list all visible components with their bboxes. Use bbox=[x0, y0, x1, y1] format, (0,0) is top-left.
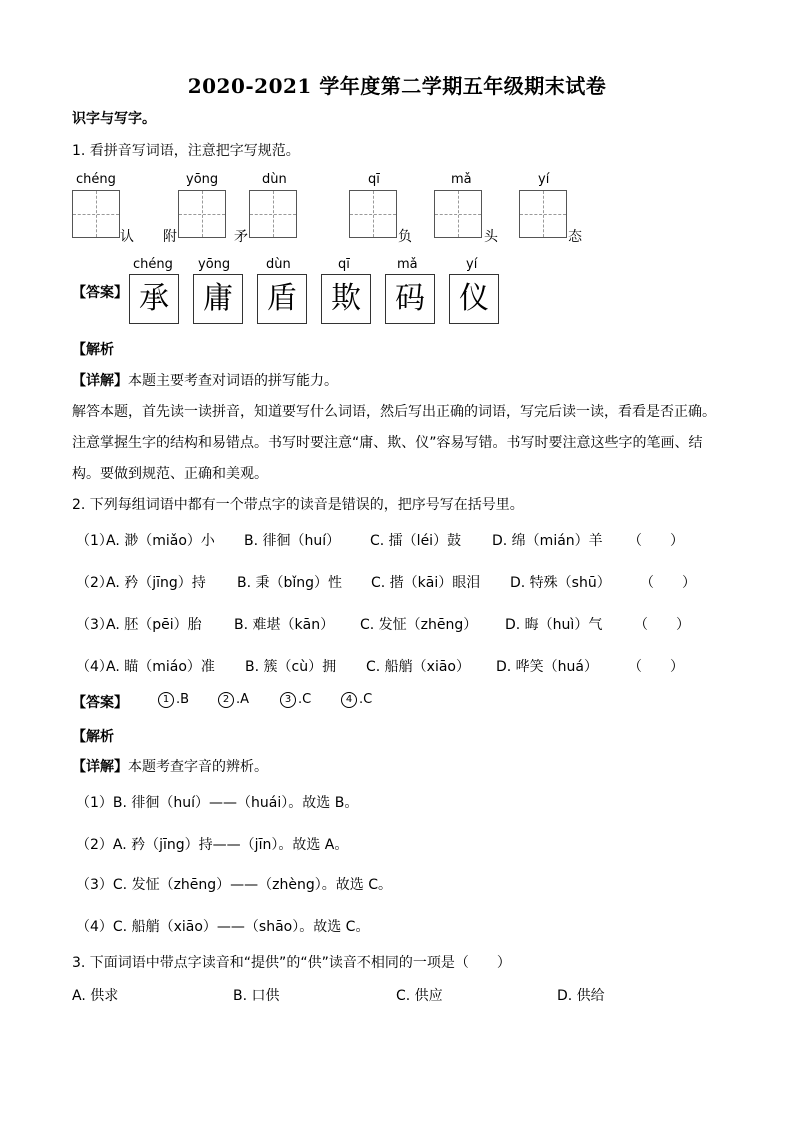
q2-answer-number: 1 bbox=[158, 692, 174, 708]
q1-detail-line: 构。要做到规范、正确和美观。 bbox=[72, 466, 268, 482]
answer-char-box: 欺 bbox=[321, 274, 371, 324]
answer-char-box: 仪 bbox=[449, 274, 499, 324]
q2-option-c[interactable]: C. 船艄（xiāo） bbox=[366, 659, 470, 675]
q2-row-number: （1） bbox=[76, 533, 113, 549]
q1-pinyin: yí bbox=[538, 172, 550, 187]
q1-word-char: 认 bbox=[120, 229, 134, 245]
q2-option-a[interactable]: A. 渺（miǎo）小 bbox=[106, 533, 215, 549]
q2-answer-item bbox=[158, 692, 189, 708]
answer-char-box: 庸 bbox=[193, 274, 243, 324]
q1-writing-box[interactable] bbox=[178, 190, 226, 238]
q2-detail-line: （2）A. 矜（jīng）持——（jīn）。故选 A。 bbox=[76, 837, 349, 853]
q2-option-d[interactable]: D. 绵（mián）羊 bbox=[492, 533, 603, 549]
q2-option-b[interactable]: B. 难堪（kān） bbox=[234, 617, 335, 633]
q2-answer-blank[interactable]: （ ） bbox=[628, 659, 684, 675]
q1-detail-line: 注意掌握生字的结构和易错点。书写时要注意“庸、欺、仪”容易写错。书写时要注意这些字的笔画、结 bbox=[72, 435, 703, 451]
page-title: 2020-2021 学年度第二学期五年级期末试卷 bbox=[187, 74, 607, 98]
q2-detail-intro: 本题考查字音的辨析。 bbox=[128, 759, 268, 775]
q2-option-d[interactable]: D. 晦（huì）气 bbox=[505, 617, 603, 633]
q1-pinyin: dùn bbox=[262, 172, 287, 187]
q2-option-b[interactable]: B. 簇（cù）拥 bbox=[245, 659, 337, 675]
q1-pinyin: chéng bbox=[76, 172, 116, 187]
answer-pinyin: yí bbox=[466, 257, 478, 272]
q2-answer-item bbox=[218, 692, 249, 708]
q1-analysis-label: 【解析 bbox=[72, 342, 114, 358]
q2-option-c[interactable]: C. 揩（kāi）眼泪 bbox=[371, 575, 481, 591]
q2-analysis-label: 【解析 bbox=[72, 729, 114, 745]
q2-answer-value: .A bbox=[236, 692, 250, 707]
q2-option-a[interactable]: A. 胚（pēi）胎 bbox=[106, 617, 202, 633]
q1-writing-box[interactable] bbox=[434, 190, 482, 238]
q2-detail-line: （3）C. 发怔（zhēng）——（zhèng）。故选 C。 bbox=[76, 877, 392, 893]
q1-answer-label: 【答案】 bbox=[72, 285, 128, 301]
q2-answer-number: 4 bbox=[341, 692, 357, 708]
answer-char-box: 承 bbox=[129, 274, 179, 324]
q1-writing-box[interactable] bbox=[249, 190, 297, 238]
q1-detail-line: 解答本题，首先读一读拼音，知道要写什么词语，然后写出正确的词语，写完后读一读，看看是否正确。 bbox=[72, 404, 716, 420]
q2-answer-blank[interactable]: （ ） bbox=[634, 617, 690, 633]
q2-detail bbox=[72, 756, 268, 776]
q3-option-c[interactable]: C. 供应 bbox=[396, 988, 443, 1004]
q1-pinyin: qī bbox=[368, 172, 380, 187]
q1-prompt: 1. 看拼音写词语，注意把字写规范。 bbox=[72, 143, 300, 159]
q1-word-char: 矛 bbox=[234, 229, 248, 245]
answer-pinyin: mǎ bbox=[397, 257, 418, 272]
q2-answer-value: .C bbox=[298, 692, 312, 707]
q2-row-number: （4） bbox=[76, 659, 113, 675]
q1-detail-intro: 本题主要考查对词语的拼写能力。 bbox=[128, 373, 338, 389]
q1-detail-label: 【详解】 bbox=[72, 373, 128, 389]
q1-writing-box[interactable] bbox=[349, 190, 397, 238]
answer-pinyin: dùn bbox=[266, 257, 291, 272]
q2-option-a[interactable]: A. 瞄（miáo）准 bbox=[106, 659, 215, 675]
answer-char-box: 盾 bbox=[257, 274, 307, 324]
q2-option-b[interactable]: B. 徘徊（huí） bbox=[244, 533, 341, 549]
q2-row-number: （2） bbox=[76, 575, 113, 591]
q1-word-char: 态 bbox=[568, 229, 582, 245]
q2-detail-line: （1）B. 徘徊（huí）——（huái）。故选 B。 bbox=[76, 795, 359, 811]
q1-pinyin: mǎ bbox=[451, 172, 472, 187]
q2-row-number: （3） bbox=[76, 617, 113, 633]
q2-option-d[interactable]: D. 特殊（shū） bbox=[510, 575, 611, 591]
q2-answer-blank[interactable]: （ ） bbox=[640, 575, 696, 591]
q2-answer-number: 2 bbox=[218, 692, 234, 708]
q2-detail-line: （4）C. 船艄（xiāo）——（shāo）。故选 C。 bbox=[76, 919, 370, 935]
q1-writing-box[interactable] bbox=[519, 190, 567, 238]
q2-option-b[interactable]: B. 秉（bǐng）性 bbox=[237, 575, 343, 591]
q2-option-d[interactable]: D. 哗笑（huá） bbox=[496, 659, 599, 675]
q1-writing-box[interactable] bbox=[72, 190, 120, 238]
q3-prompt: 3. 下面词语中带点字读音和“提供”的“供”读音不相同的一项是（ ） bbox=[72, 955, 511, 971]
answer-pinyin: yōng bbox=[198, 257, 231, 272]
answer-pinyin: chéng bbox=[133, 257, 173, 272]
q1-word-char: 附 bbox=[163, 229, 177, 245]
answer-pinyin: qī bbox=[338, 257, 350, 272]
q2-option-a[interactable]: A. 矜（jīng）持 bbox=[106, 575, 206, 591]
q2-option-c[interactable]: C. 擂（léi）鼓 bbox=[370, 533, 462, 549]
q3-option-d[interactable]: D. 供给 bbox=[557, 988, 605, 1004]
q2-answer-label: 【答案】 bbox=[72, 695, 128, 711]
q2-answer-value: .C bbox=[359, 692, 373, 707]
q2-answer-blank[interactable]: （ ） bbox=[628, 533, 684, 549]
q3-option-a[interactable]: A. 供求 bbox=[72, 988, 119, 1004]
q1-word-char: 负 bbox=[398, 229, 412, 245]
q2-answer-item bbox=[280, 692, 311, 708]
q2-answer-number: 3 bbox=[280, 692, 296, 708]
section-heading: 识字与写字。 bbox=[72, 111, 156, 127]
q1-detail bbox=[72, 370, 338, 390]
q2-detail-label: 【详解】 bbox=[72, 759, 128, 775]
q2-answer-value: .B bbox=[176, 692, 190, 707]
answer-char-box: 码 bbox=[385, 274, 435, 324]
q1-word-char: 头 bbox=[484, 229, 498, 245]
q3-option-b[interactable]: B. 口供 bbox=[233, 988, 280, 1004]
q1-pinyin: yōng bbox=[186, 172, 219, 187]
q2-prompt: 2. 下列每组词语中都有一个带点字的读音是错误的，把序号写在括号里。 bbox=[72, 497, 524, 513]
q2-answer-item bbox=[341, 692, 372, 708]
q2-option-c[interactable]: C. 发怔（zhēng） bbox=[360, 617, 478, 633]
